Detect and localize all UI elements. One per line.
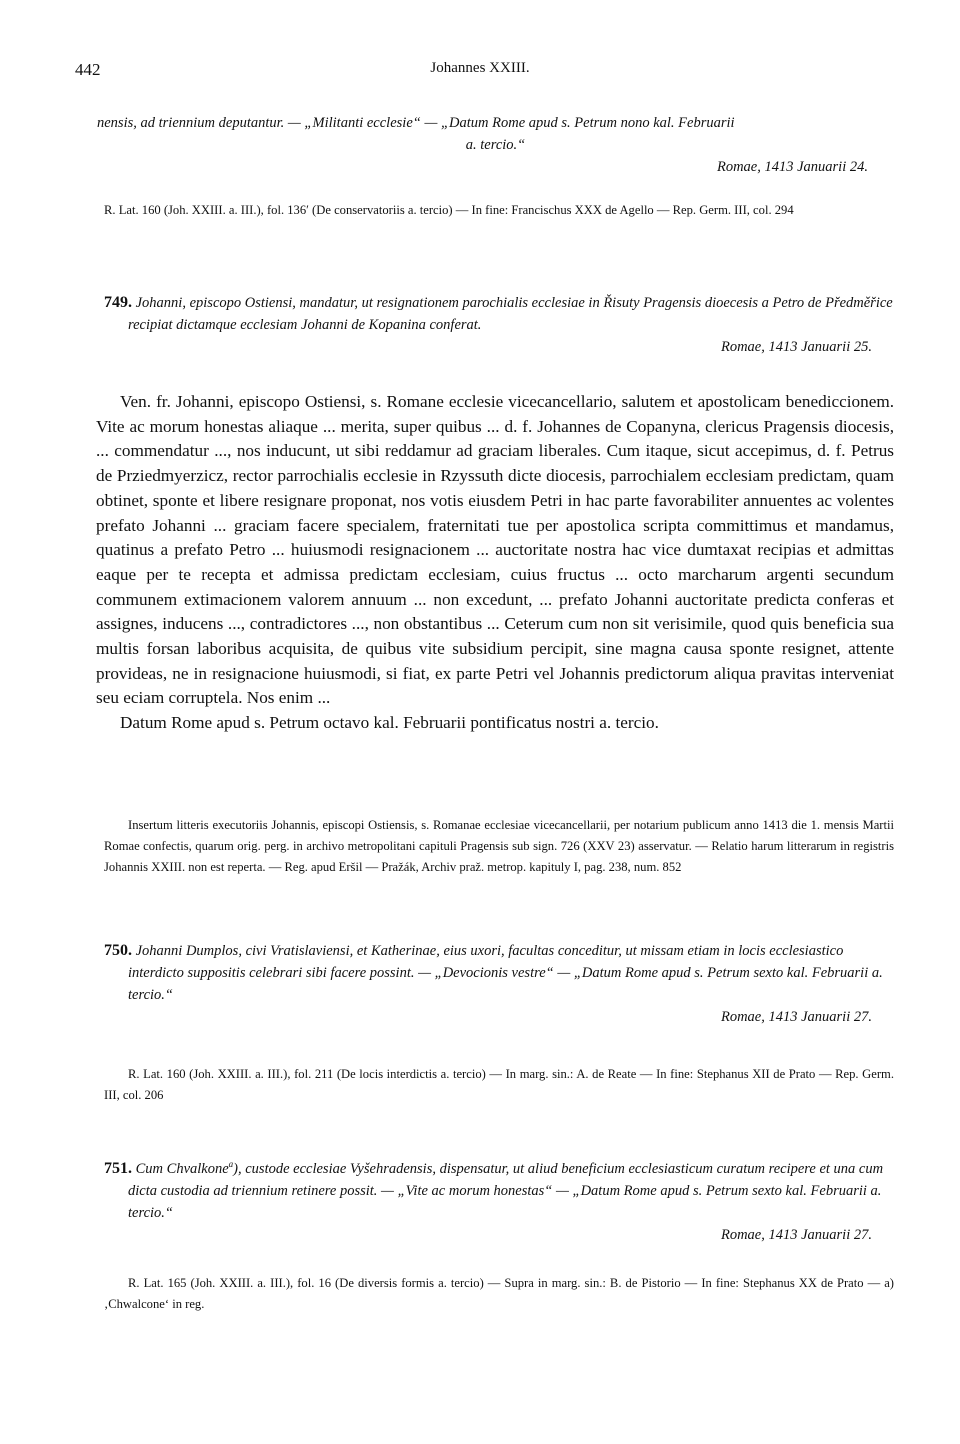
entry-751-source-text: R. Lat. 165 (Joh. XXIII. a. III.), fol. 16 (De diversis formis a. tercio) — Supra in marg. sin.: B. de Pistorio — In fine: Stephanus XX de Prato — a) ‚Chwalcone‘ in reg. [104, 1276, 894, 1311]
entry-749 [104, 292, 894, 358]
entry-751-date: Romae, 1413 Januarii 27. [720, 1226, 872, 1243]
prev-entry-date: Romae, 1413 Januarii 24. [716, 159, 868, 175]
prev-entry-text: nensis, ad triennium deputantur. — „Militanti ecclesie“ — „Datum Rome apud s. Petrum nono kal. Februarii [97, 115, 735, 131]
entry-749-summary [104, 292, 894, 336]
prev-entry-text-end: a. tercio.“ [465, 137, 526, 153]
entry-750 [104, 940, 894, 1028]
entry-751-footnote-mark: a [228, 1159, 234, 1169]
entry-751-summary-post: ), custode ecclesiae Vyšehradensis, dispensatur, ut aliud beneficium ecclesiasticum curatum recipere et una cum dicta custodia ad triennium retinere possit. — „Vite ac morum honestas“ — „Datum Rome apud s. Petrum sexto kal. Februarii a. tercio.“ [128, 1160, 884, 1221]
entry-749-summary-text: Johanni, episcopo Ostiensi, mandatur, ut resignationem parochialis ecclesiae in Řisuty Pragensis dioecesis a Petro de Předměřice recipiat dictamque ecclesiam Johanni de Kopanina conferat. [128, 295, 893, 333]
page-header [75, 60, 885, 84]
entry-751-summary [104, 1153, 894, 1224]
entry-749-closing: Datum Rome apud s. Petrum octavo kal. Februarii pontificatus nostri a. tercio. [120, 713, 659, 733]
entry-749-body: Ven. fr. Johanni, episcopo Ostiensi, s. Romane ecclesie vicecancellario, salutem et apostolicam benediccionem. Vite ac morum honestas aliaque ... merita, super quibus ... d. f. Johannes de Copanyna, clericus Pragensis diocesis, ... commendatur ..., nos inducunt, ut sibi reddamur ad graciam liberales. Cum itaque, sicut accepimus, d. f. Petrus de Prziedmyerzicz, rector parrochialis ecclesie in Rzyssuth dicte diocesis, parrochialem ecclesiam predictam, quam obtinet, sponte et libere resignare proponat, nos votis eiusdem Petri in hac parte favorabiliter annuentes ac volentes prefato Johanni ... graciam facere specialem, fraternitati tue per apostolica scripta committimus et mandamus, quatinus a prefato Petro ... huiusmodi resignacionem ... auctoritate nostra hac vice dumtaxat recipias et admittas eaque per te recepta et admissa predictam ecclesiam, cuius fructus ... octo marcharum argenti secundum communem extimacionem valorem annuum ... non excedunt, ... prefato Johanni auctoritate predicta conferas et assignes, inducens ..., contradictores ..., non obstantibus ... Ceterum cum non sit verisimile, quod quis beneficia sua multis forsan laboribus acquisita, de quibus vite subsidium percipit, sine magna causa sponte resignet, attente provideas, ne in resignacione huiusmodi, si fiat, ex parte Petri vel Johannis predictorum aliqua pravitas interveniat seu eciam corruptela. Nos enim ... [96, 392, 894, 708]
entry-751-summary-pre: Cum Chvalkone [135, 1160, 229, 1177]
entry-749-note-text: Insertum litteris executoriis Johannis, episcopi Ostiensis, s. Romanae ecclesiae vicecancellarii, per notarium publicum anno 1413 die 1. mensis Martii Romae confectis, quarum orig. perg. in archivo metropolitani capituli Pragensis sub sign. 726 (XXV 23) asservatur. — Relatio harum litterarum in registris Johannis XXIII. non est reperta. — Reg. apud Eršil — Pražák, Archiv praž. metrop. kapituly I, pag. 238, num. 852 [104, 818, 894, 874]
entry-751-source [104, 1273, 894, 1315]
prev-entry-source [104, 200, 894, 221]
entry-750-date: Romae, 1413 Januarii 27. [720, 1009, 872, 1025]
entry-749-letter [96, 390, 894, 736]
entry-750-summary [104, 940, 894, 1006]
running-title: Johannes XXIII. [430, 60, 530, 76]
entry-750-source-text: R. Lat. 160 (Joh. XXIII. a. III.), fol. 211 (De locis interdictis a. tercio) — In marg. sin.: A. de Reate — In fine: Stephanus XII de Prato — Rep. Germ. III, col. 206 [104, 1067, 894, 1102]
entry-749-date: Romae, 1413 Januarii 25. [720, 339, 872, 355]
entry-751-number: 751. [104, 1159, 132, 1177]
entry-750-number: 750. [104, 942, 132, 959]
prev-entry-source-text: R. Lat. 160 (Joh. XXIII. a. III.), fol. 136′ (De conservatoriis a. tercio) — In fine: Francischus XXX de Agello — Rep. Germ. III, col. 294 [104, 203, 794, 217]
entry-750-source [104, 1064, 894, 1106]
entry-749-number: 749. [104, 294, 132, 311]
entry-751 [104, 1153, 894, 1246]
prev-entry [97, 112, 894, 178]
page-number: 442 [75, 60, 101, 79]
entry-749-note [104, 815, 894, 878]
entry-750-summary-text: Johanni Dumplos, civi Vratislaviensi, et Katherinae, eius uxori, facultas conceditur, ut missam etiam in locis ecclesiastico interdicto suppositis celebrari sibi facere possint. — „Devocionis vestre“ — „Datum Rome apud s. Petrum sexto kal. Februarii a. tercio.“ [128, 943, 883, 1003]
